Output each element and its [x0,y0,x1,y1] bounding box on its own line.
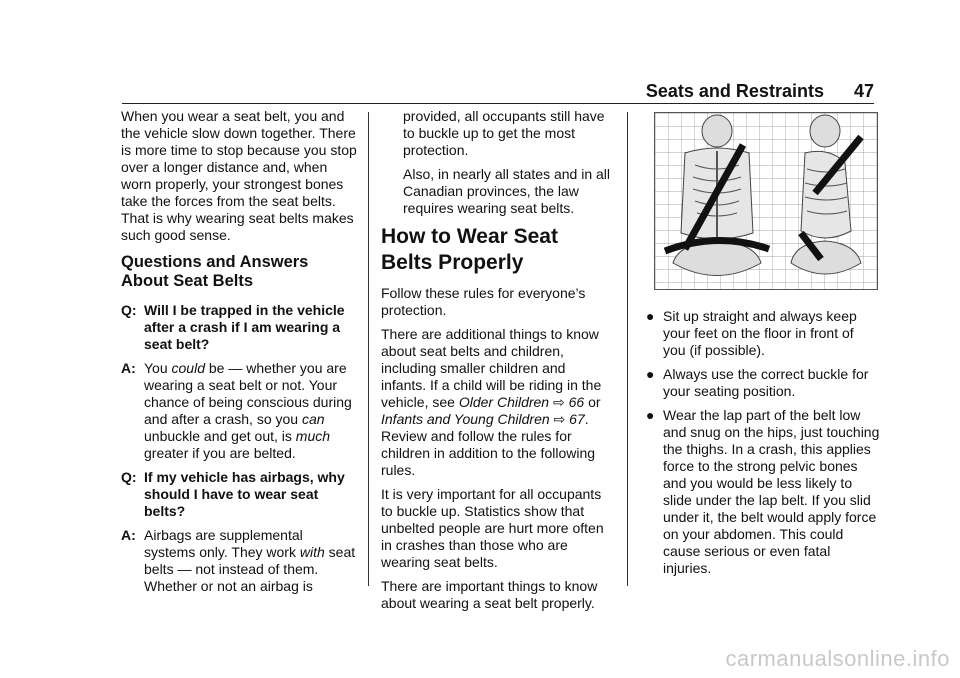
answer-text [144,527,357,595]
paragraph-text: . Review and follow the rules for children in addition to the following rules. [381,411,596,478]
question-1 [121,302,357,353]
qa-heading: Questions and Answers About Seat Belts [121,253,309,290]
paragraph-text: There are additional things to know about seat belts and children, including smaller children and infants. If a child will be riding in the vehicle, see [381,326,602,410]
rules-intro: Follow these rules for everyone’s protection. [381,285,586,318]
bullet-item-correct-buckle [640,366,880,400]
answer-emphasis: much [295,428,331,444]
important-things-paragraph: There are important things to know about wearing a seat belt properly. [381,578,598,611]
section-title: Seats and Restraints [645,81,824,101]
older-children-link[interactable]: Older Children [458,394,550,410]
answer-emphasis: with [299,544,325,560]
bullet-item-sit-up [640,308,880,359]
bullet-icon: ● [646,366,655,382]
answer-text-part: seat belts — not instead of them. Whether or not an airbag is [144,544,356,594]
answer-text-part: Airbags are supplemental systems only. They work [144,527,303,560]
answer-label: A: [121,360,136,376]
bullet-text: Wear the lap part of the belt low and snug on the hips, just touching the thighs. In a crash, this applies force to the strong pelvic bones and you would be less likely to slide under the lap belt. If you slid under it, the belt would apply force on your abdomen. This could cause serious or even fatal injuries. [663,407,880,576]
question-label: Q: [121,302,137,318]
answer-text-part: unbuckle and get out, is [144,428,296,444]
header-rule [122,103,874,104]
intro-paragraph: When you wear a seat belt, you and the vehicle slow down together. There is more time to stop because you stop over a longer distance and, when worn properly, your strongest bones take the forces from the seat belts. That is why wearing seat belts makes such good sense. [121,108,357,243]
page-ref-67[interactable]: ⇨ 67 [553,411,585,427]
question-label: Q: [121,469,137,485]
bullet-text: Always use the correct buckle for your seating position. [663,366,869,399]
answer-text-part: be — whether you are wearing a seat belt or not. Your chance of being conscious during and after a crash, so you [144,360,352,427]
answer-label: A: [121,527,136,543]
question-2 [121,469,357,520]
page-ref-66[interactable]: ⇨ 66 [552,394,585,410]
bullet-item-lap-belt [640,407,880,577]
answer-1 [121,360,357,462]
children-paragraph [381,326,613,479]
column-2 [381,108,613,619]
column-divider-left [368,112,369,586]
statistics-paragraph: It is very important for all occupants to buckle up. Statistics show that unbelted people are hurt more often in crashes than those who are wearing seat belts. [381,486,604,570]
column-divider-right [627,112,628,586]
answer-emphasis: could [171,360,205,376]
answer-2 [121,527,357,595]
seat-belt-illustration [654,112,878,290]
answer-text [144,360,357,462]
page-header [646,81,874,102]
answer-text-part: greater if you are belted. [144,445,296,461]
question-text: Will I be trapped in the vehicle after a crash if I am wearing a seat belt? [144,302,345,352]
page-number: 47 [853,81,874,101]
watermark: carmanualsonline.info [725,646,950,671]
column-1 [121,108,357,602]
bullet-icon: ● [646,407,655,423]
answer-text-part: You [144,360,172,376]
column-3 [640,108,880,584]
question-text: If my vehicle has airbags, why should I have to wear seat belts? [144,469,345,519]
canada-law-paragraph: Also, in nearly all states and in all Canadian provinces, the law requires wearing seat belts. [403,166,610,216]
paragraph-text: or [584,394,601,410]
section-heading: How to Wear Seat Belts Properly [381,225,558,274]
bullet-text: Sit up straight and always keep your feet on the floor in front of you (if possible). [663,308,857,358]
answer-continuation: provided, all occupants still have to buckle up to get the most protection. [403,108,605,158]
infants-link[interactable]: Infants and Young Children [381,411,550,427]
answer-emphasis: can [301,411,325,427]
bullet-icon: ● [646,308,655,324]
